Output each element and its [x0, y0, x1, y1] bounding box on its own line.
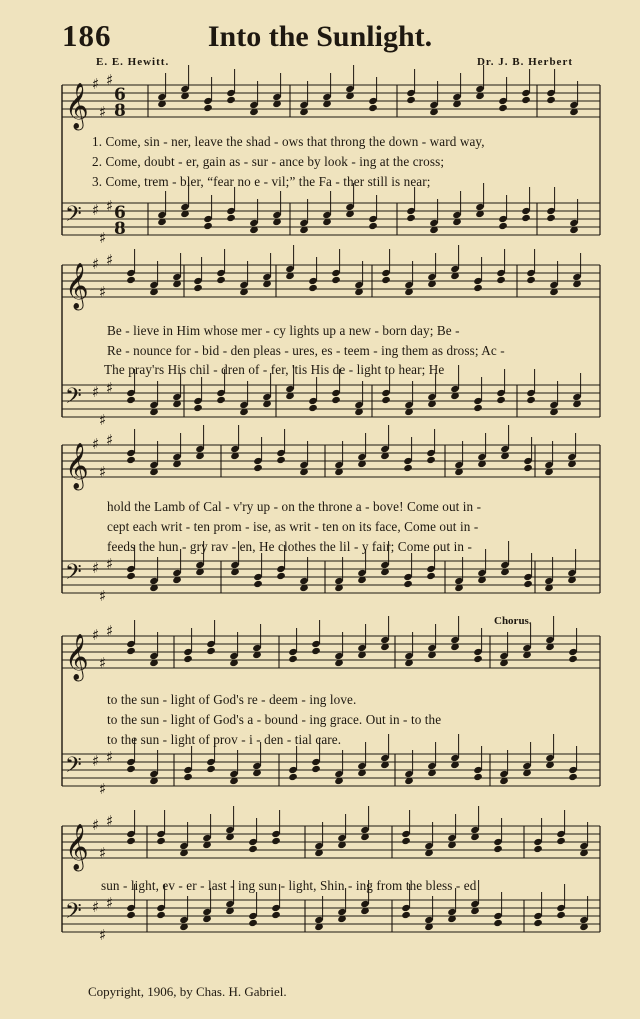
- note-head: [311, 647, 321, 655]
- lyric-line: The pray'rs His chil - dren of - fer, 'tis His de - light to hear; He: [104, 362, 445, 377]
- lyric-line: sun - light, ev - er - last - ing sun - light, Shin - ing from the bless - ed: [101, 878, 477, 893]
- note-head: [203, 222, 213, 230]
- sharp-icon: ♯: [99, 587, 107, 605]
- note-head: [206, 647, 216, 655]
- note-head: [271, 911, 281, 919]
- note-head: [206, 765, 216, 773]
- sharp-icon: ♯: [99, 283, 107, 301]
- note-head: [401, 837, 411, 845]
- note-head: [183, 655, 193, 663]
- note-head: [568, 773, 578, 781]
- sharp-icon: ♯: [99, 229, 107, 247]
- note-head: [203, 104, 213, 112]
- note-head: [526, 396, 536, 404]
- note-head: [568, 655, 578, 663]
- note-head: [526, 276, 536, 284]
- note-head: [331, 276, 341, 284]
- treble-clef-icon: 𝄞: [65, 443, 89, 489]
- note-head: [381, 396, 391, 404]
- note-head: [426, 572, 436, 580]
- note-head: [403, 464, 413, 472]
- sharp-icon: ♯: [106, 431, 114, 449]
- treble-clef-icon: 𝄞: [65, 824, 89, 870]
- note-head: [533, 845, 543, 853]
- treble-clef-icon: 𝄞: [65, 83, 89, 129]
- time-signature-bottom: 8: [114, 219, 126, 239]
- chorus-label: Chorus.: [494, 615, 532, 627]
- note-head: [473, 284, 483, 292]
- sharp-icon: ♯: [106, 748, 114, 766]
- sharp-icon: ♯: [106, 251, 114, 269]
- sharp-icon: ♯: [99, 103, 107, 121]
- lyric-line: 2. Come, doubt - er, gain as - sur - ance by look - ing at the cross;: [92, 154, 445, 169]
- note-head: [308, 404, 318, 412]
- sharp-icon: ♯: [99, 463, 107, 481]
- note-head: [473, 404, 483, 412]
- sharp-icon: ♯: [99, 926, 107, 944]
- sharp-icon: ♯: [92, 383, 100, 401]
- bass-clef-icon: 𝄢: [65, 202, 82, 232]
- note-head: [496, 276, 506, 284]
- note-head: [521, 214, 531, 222]
- note-head: [556, 911, 566, 919]
- sharp-icon: ♯: [106, 555, 114, 573]
- lyric-line: cept each writ - ten prom - ise, as writ - ten on its face, Come out in -: [107, 519, 479, 534]
- note-head: [271, 837, 281, 845]
- note-head: [276, 456, 286, 464]
- note-head: [331, 396, 341, 404]
- note-head: [288, 655, 298, 663]
- note-head: [426, 456, 436, 464]
- sharp-icon: ♯: [92, 559, 100, 577]
- note-head: [216, 276, 226, 284]
- note-head: [253, 464, 263, 472]
- note-head: [473, 773, 483, 781]
- note-head: [226, 96, 236, 104]
- lyric-line: feeds the hun - gry rav - en, He clothes the lil - y fair; Come out in -: [107, 539, 472, 554]
- copyright-notice: Copyright, 1906, by Chas. H. Gabriel.: [88, 984, 287, 999]
- sharp-icon: ♯: [106, 379, 114, 397]
- note-head: [248, 919, 258, 927]
- sharp-icon: ♯: [106, 894, 114, 912]
- note-head: [276, 572, 286, 580]
- note-head: [288, 773, 298, 781]
- sharp-icon: ♯: [106, 197, 114, 215]
- treble-clef-icon: 𝄞: [65, 634, 89, 680]
- note-head: [546, 214, 556, 222]
- sharp-icon: ♯: [92, 816, 100, 834]
- note-head: [193, 284, 203, 292]
- note-head: [126, 765, 136, 773]
- note-head: [248, 845, 258, 853]
- note-head: [126, 837, 136, 845]
- note-head: [498, 104, 508, 112]
- note-head: [493, 845, 503, 853]
- note-head: [473, 655, 483, 663]
- sharp-icon: ♯: [99, 411, 107, 429]
- hymn-title: Into the Sunlight.: [207, 20, 433, 53]
- lyric-line: 1. Come, sin - ner, leave the shad - ows that throng the down - ward way,: [92, 134, 485, 149]
- note-head: [368, 222, 378, 230]
- note-head: [521, 96, 531, 104]
- note-head: [156, 911, 166, 919]
- bass-clef-icon: 𝄢: [65, 560, 82, 590]
- note-head: [403, 580, 413, 588]
- time-signature-top: 6: [114, 85, 126, 105]
- time-signature-top: 6: [114, 203, 126, 223]
- note-head: [406, 214, 416, 222]
- note-head: [368, 104, 378, 112]
- sharp-icon: ♯: [106, 71, 114, 89]
- note-head: [496, 396, 506, 404]
- lyric-line: hold the Lamb of Cal - v'ry up - on the throne a - bove! Come out in -: [107, 499, 482, 514]
- sharp-icon: ♯: [92, 201, 100, 219]
- sharp-icon: ♯: [92, 435, 100, 453]
- note-head: [498, 222, 508, 230]
- sharp-icon: ♯: [106, 812, 114, 830]
- note-head: [406, 96, 416, 104]
- time-signature-bottom: 8: [114, 101, 126, 121]
- sharp-icon: ♯: [92, 75, 100, 93]
- sharp-icon: ♯: [92, 752, 100, 770]
- note-head: [523, 464, 533, 472]
- bass-clef-icon: 𝄢: [65, 384, 82, 414]
- note-head: [126, 276, 136, 284]
- note-head: [311, 765, 321, 773]
- note-head: [126, 396, 136, 404]
- lyric-line: Re - nounce for - bid - den pleas - ures, es - teem - ing them as dross; Ac -: [107, 343, 505, 358]
- sharp-icon: ♯: [99, 780, 107, 798]
- note-head: [193, 404, 203, 412]
- lyricist-credit: E. E. Hewitt.: [96, 56, 170, 68]
- treble-clef-icon: 𝄞: [65, 263, 89, 309]
- note-head: [493, 919, 503, 927]
- note-head: [126, 647, 136, 655]
- note-head: [216, 396, 226, 404]
- lyric-line: to the sun - light of God's a - bound - ing grace. Out in - to the: [107, 712, 442, 727]
- note-head: [183, 773, 193, 781]
- note-head: [308, 284, 318, 292]
- note-head: [126, 911, 136, 919]
- note-head: [533, 919, 543, 927]
- sharp-icon: ♯: [106, 622, 114, 640]
- hymn-number: 186: [62, 18, 112, 53]
- sharp-icon: ♯: [99, 654, 107, 672]
- note-head: [126, 456, 136, 464]
- note-head: [556, 837, 566, 845]
- bass-clef-icon: 𝄢: [65, 753, 82, 783]
- note-head: [401, 911, 411, 919]
- bass-clef-icon: 𝄢: [65, 899, 82, 929]
- note-head: [253, 580, 263, 588]
- sharp-icon: ♯: [92, 626, 100, 644]
- lyric-line: to the sun - light of God's re - deem - ing love.: [107, 692, 357, 707]
- lyric-line: Be - lieve in Him whose mer - cy lights up a new - born day; Be -: [107, 323, 460, 338]
- note-head: [523, 580, 533, 588]
- lyric-line: to the sun - light of prov - i - den - tial care.: [107, 732, 342, 747]
- lyric-line: 3. Come, trem - bler, “fear no e - vil;” the Fa - ther still is near;: [92, 174, 431, 189]
- note-head: [226, 214, 236, 222]
- composer-credit: Dr. J. B. Herbert: [476, 56, 573, 68]
- note-head: [546, 96, 556, 104]
- sharp-icon: ♯: [92, 898, 100, 916]
- sharp-icon: ♯: [92, 255, 100, 273]
- note-head: [381, 276, 391, 284]
- sharp-icon: ♯: [99, 844, 107, 862]
- note-head: [126, 572, 136, 580]
- note-head: [156, 837, 166, 845]
